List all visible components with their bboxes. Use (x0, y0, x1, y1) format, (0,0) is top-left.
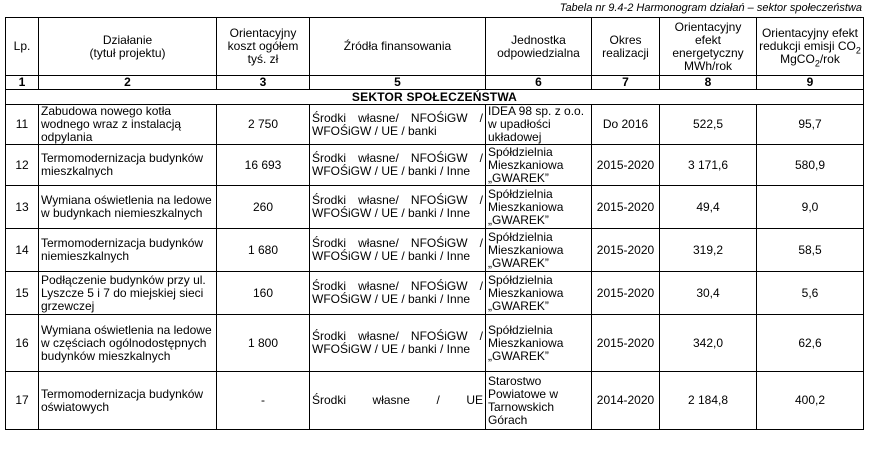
header-row (6, 18, 864, 76)
table-row (6, 315, 864, 372)
cell-zrodla (310, 105, 486, 145)
cell-zrodla-line1: Środki własne / UE (312, 393, 483, 407)
header-redukcja-sub1: 2 (855, 45, 861, 56)
header-redukcja-unit: /rok (819, 52, 840, 66)
cell-koszt: - (217, 372, 310, 430)
header-efekt: Orientacyjny efekt energetyczny MWh/rok (660, 18, 757, 76)
cell-redukcja: 62,6 (757, 315, 864, 372)
header-dzialanie: Działanie (tytuł projektu) (39, 18, 217, 76)
cell-zrodla-line2: WFOŚiGW / UE / banki (312, 123, 437, 138)
cell-jednostka: Spółdzielnia Mieszkaniowa „GWAREK” (486, 186, 592, 229)
cell-zrodla (310, 272, 486, 315)
header-lp: Lp. (6, 18, 39, 76)
cell-zrodla (310, 186, 486, 229)
cell-zrodla (310, 229, 486, 272)
cell-lp: 12 (6, 145, 39, 186)
cell-okres: 2015-2020 (592, 272, 660, 315)
cell-zrodla (310, 145, 486, 186)
cell-zrodla-line1: Środki własne/ NFOŚiGW / (312, 329, 483, 343)
cell-lp: 15 (6, 272, 39, 315)
cell-lp: 13 (6, 186, 39, 229)
cell-zrodla-line2: WFOŚiGW / UE / banki / Inne (312, 249, 471, 263)
cell-zrodla-line2: WFOŚiGW / UE / banki / Inne (312, 164, 471, 178)
cell-efekt: 3 171,6 (660, 145, 757, 186)
cell-redukcja: 58,5 (757, 229, 864, 272)
colnum: 2 (39, 76, 217, 90)
table-row (6, 229, 864, 272)
cell-koszt: 160 (217, 272, 310, 315)
colnum: 9 (757, 76, 864, 90)
cell-efekt: 2 184,8 (660, 372, 757, 430)
cell-efekt: 319,2 (660, 229, 757, 272)
header-okres: Okres realizacji (592, 18, 660, 76)
cell-jednostka: IDEA 98 sp. z o.o. w upadłości układowej (486, 105, 592, 145)
colnum: 7 (592, 76, 660, 90)
cell-redukcja: 5,6 (757, 272, 864, 315)
cell-lp: 11 (6, 105, 39, 145)
cell-lp: 14 (6, 229, 39, 272)
cell-lp: 17 (6, 372, 39, 430)
cell-okres: 2015-2020 (592, 315, 660, 372)
cell-redukcja: 9,0 (757, 186, 864, 229)
cell-dzialanie: Podłączenie budynków przy ul. Lyszcze 5 i 7 do miejskiej sieci grzewczej (39, 272, 217, 315)
cell-jednostka: Spółdzielnia Mieszkaniowa „GWAREK” (486, 315, 592, 372)
cell-efekt: 522,5 (660, 105, 757, 145)
cell-zrodla-line2: WFOŚiGW / UE / banki / Inne (312, 292, 471, 306)
cell-zrodla-line2: WFOŚiGW / UE / banki / Inne (312, 206, 471, 220)
cell-dzialanie: Wymiana oświetlenia na ledowe w budynkach niemieszkalnych (39, 186, 217, 229)
schedule-table (5, 17, 864, 430)
header-koszt: Orientacyjny koszt ogółem tyś. zł (217, 18, 310, 76)
cell-okres: 2014-2020 (592, 372, 660, 430)
cell-okres: Do 2016 (592, 105, 660, 145)
header-redukcja-text: Orientacyjny efekt redukcji emisji CO (759, 26, 859, 53)
cell-zrodla (310, 315, 486, 372)
cell-zrodla-line1: Środki własne/ NFOŚiGW / (312, 193, 483, 207)
section-title: SEKTOR SPOŁECZEŃSTWA (6, 90, 864, 105)
cell-jednostka: Spółdzielnia Mieszkaniowa „GWAREK” (486, 229, 592, 272)
cell-zrodla-line1: Środki własne/ NFOŚiGW / (312, 110, 483, 125)
table-row (6, 372, 864, 430)
cell-zrodla-line1: Środki własne/ NFOŚiGW / (312, 236, 483, 250)
cell-dzialanie: Termomodernizacja budynków niemieszkalnych (39, 229, 217, 272)
cell-okres: 2015-2020 (592, 229, 660, 272)
cell-redukcja: 400,2 (757, 372, 864, 430)
header-redukcja-text2: MgCO (780, 52, 815, 66)
cell-jednostka: Spółdzielnia Mieszkaniowa „GWAREK” (486, 145, 592, 186)
table-caption: Tabela nr 9.4-2 Harmonogram działań – sektor społeczeństwa (559, 2, 862, 14)
table-row (6, 145, 864, 186)
cell-jednostka: Spółdzielnia Mieszkaniowa „GWAREK” (486, 272, 592, 315)
cell-koszt: 16 693 (217, 145, 310, 186)
table-row (6, 186, 864, 229)
colnum: 8 (660, 76, 757, 90)
cell-koszt: 1 800 (217, 315, 310, 372)
header-redukcja-sub2: 2 (814, 58, 820, 69)
cell-okres: 2015-2020 (592, 145, 660, 186)
cell-redukcja: 95,7 (757, 105, 864, 145)
cell-okres: 2015-2020 (592, 186, 660, 229)
cell-efekt: 49,4 (660, 186, 757, 229)
cell-lp: 16 (6, 315, 39, 372)
cell-koszt: 1 680 (217, 229, 310, 272)
table-row (6, 105, 864, 145)
section-row (6, 90, 864, 105)
cell-jednostka: Starostwo Powiatowe w Tarnowskich Górach (486, 372, 592, 430)
cell-koszt: 260 (217, 186, 310, 229)
cell-dzialanie: Zabudowa nowego kotła wodnego wraz z instalacją odpylania (39, 105, 217, 145)
cell-zrodla-line1: Środki własne/ NFOŚiGW / (312, 151, 483, 165)
colnum: 1 (6, 76, 39, 90)
cell-zrodla-line1: Środki własne/ NFOŚiGW / (312, 279, 483, 293)
colnum: 6 (486, 76, 592, 90)
colnum: 5 (310, 76, 486, 90)
cell-zrodla (310, 372, 486, 430)
cell-efekt: 30,4 (660, 272, 757, 315)
header-jednostka: Jednostka odpowiedzialna (486, 18, 592, 76)
header-redukcja (757, 18, 864, 76)
cell-zrodla-line2: WFOŚiGW / UE / banki / Inne (312, 342, 471, 356)
cell-dzialanie: Termomodernizacja budynków mieszkalnych (39, 145, 217, 186)
cell-redukcja: 580,9 (757, 145, 864, 186)
cell-dzialanie: Termomodernizacja budynków oświatowych (39, 372, 217, 430)
cell-efekt: 342,0 (660, 315, 757, 372)
table-row (6, 272, 864, 315)
column-number-row (6, 76, 864, 90)
cell-dzialanie: Wymiana oświetlenia na ledowe w częściach ogólnodostępnych budynków mieszkalnych (39, 315, 217, 372)
colnum: 3 (217, 76, 310, 90)
cell-koszt: 2 750 (217, 105, 310, 145)
header-zrodla: Źródła finansowania (310, 18, 486, 76)
